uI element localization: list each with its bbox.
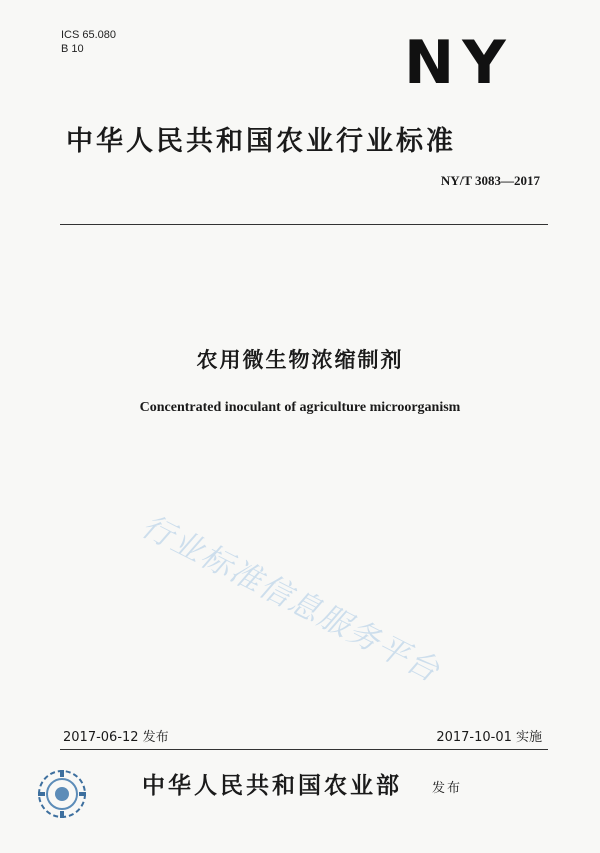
footer-divider: [60, 749, 548, 750]
document-title-english: Concentrated inoculant of agriculture microorganism: [139, 400, 461, 415]
implementation-date: 2017-10-01 实施: [436, 730, 542, 745]
header-divider: [60, 224, 548, 225]
document-title-chinese: 农用微生物浓缩制剂: [196, 348, 404, 372]
standard-category-title: 中华人民共和国农业行业标准: [66, 126, 456, 157]
issue-date: 2017-06-12 发布: [63, 730, 169, 745]
classification-code: B 10: [61, 43, 84, 55]
standard-number: NY/T 3083—2017: [440, 173, 540, 188]
ny-logo: NY: [404, 28, 514, 98]
watermark: 行业标准信息服务平台: [135, 508, 447, 690]
ministry-seal-icon: [36, 768, 88, 820]
publish-label: 发布: [432, 781, 463, 796]
ics-code: ICS 65.080: [61, 29, 117, 41]
issuing-authority: 中华人民共和国农业部: [142, 773, 402, 799]
